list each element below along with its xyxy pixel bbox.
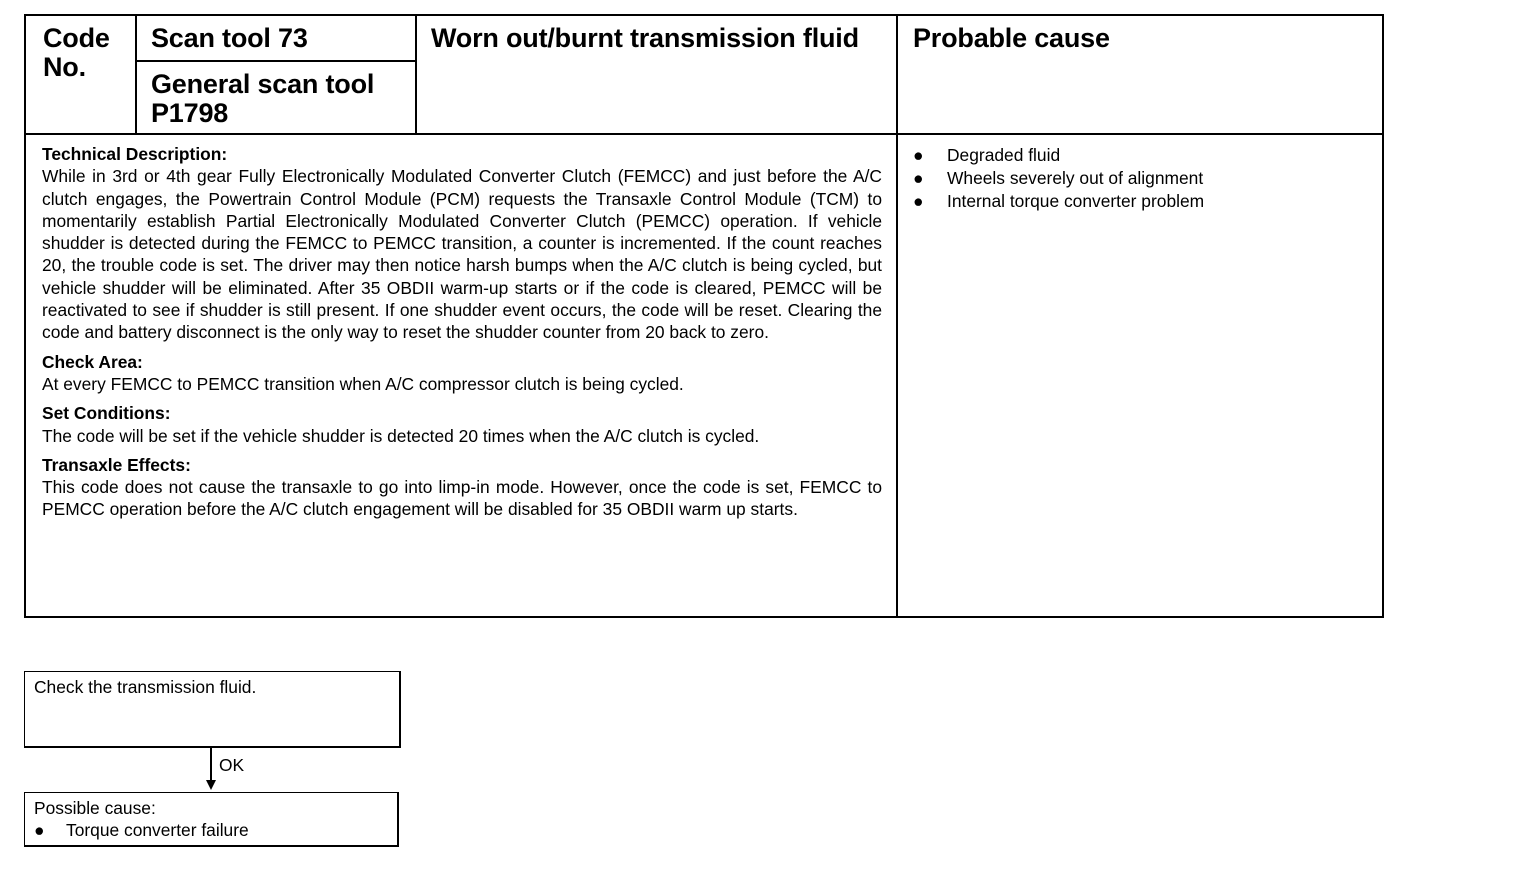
bullet-icon: ● (913, 145, 924, 165)
check-area-text: At every FEMCC to PEMCC transition when A/C compressor clutch is being cycled. (42, 373, 684, 394)
divider-cause-col (896, 16, 898, 616)
cause-text: Wheels severely out of alignment (947, 168, 1204, 188)
set-conditions-title: Set Conditions: (42, 403, 171, 424)
general-scan-tool-code: General scan tool P1798 (151, 69, 375, 128)
flow-step-check-fluid-text: Check the transmission fluid. (34, 677, 257, 697)
cause-text: Internal torque converter problem (947, 191, 1205, 211)
arrow-down-icon (203, 748, 219, 792)
cause-text: Degraded fluid (947, 145, 1061, 165)
list-item (913, 144, 1373, 167)
code-number-header: Code No. (43, 23, 110, 82)
transaxle-effects-title: Transaxle Effects: (42, 454, 191, 475)
divider-code-col (135, 16, 137, 134)
possible-cause-item: Torque converter failure (66, 820, 249, 840)
probable-cause-list (913, 144, 1373, 213)
dtc-title: Worn out/burnt transmission fluid (431, 23, 859, 53)
bullet-icon: ● (913, 191, 924, 211)
divider-scan-col (415, 16, 417, 134)
dtc-table (24, 14, 1384, 618)
divider-header (26, 133, 1382, 135)
possible-cause-title: Possible cause: (34, 798, 156, 818)
bullet-icon: ● (913, 168, 924, 188)
flow-step-check-fluid (24, 671, 401, 748)
bullet-icon: ● (34, 820, 45, 840)
technical-description-title: Technical Description: (42, 144, 228, 164)
set-conditions-text: The code will be set if the vehicle shudder is detected 20 times when the A/C clutch is cycled. (42, 425, 760, 446)
list-item (913, 190, 1373, 213)
transaxle-effects-text: This code does not cause the transaxle to go into limp-in mode. However, once the code is set, FEMCC to PEMCC operation before the A/C clutch engagement will be disabled for 35 OBDII warm up starts. (42, 477, 882, 520)
divider-scan-tool (135, 60, 417, 62)
technical-description-block (42, 143, 882, 521)
scan-tool-code: Scan tool 73 (151, 23, 308, 53)
flow-ok-label: OK (219, 755, 245, 775)
list-item (34, 819, 388, 841)
check-area-title: Check Area: (42, 351, 143, 372)
list-item (913, 167, 1373, 190)
technical-description-text: While in 3rd or 4th gear Fully Electronically Modulated Converter Clutch (FEMCC) and just before the A/C clutch engages, the Powertrain Control Module (PCM) requests the Transaxle Control Module (TCM) to momentarily establish Partial Electronically Modulated Converter Clutch (PEMCC) operation. If vehicle shudder is detected during the FEMCC to PEMCC transition, a counter is incremented. If the count reaches 20, the trouble code is set. The driver may then notice harsh bumps when the A/C clutch is being cycled, but vehicle shudder will be eliminated. After 35 OBDII warm-up starts or if the code is cleared, PEMCC will be reactivated to see if shudder is still present. If one shudder event occurs, the code will be reset. Clearing the code and battery disconnect is the only way to reset the shudder counter from 20 back to zero. (42, 166, 882, 343)
probable-cause-header: Probable cause (913, 23, 1110, 53)
flow-step-possible-cause (24, 792, 399, 847)
